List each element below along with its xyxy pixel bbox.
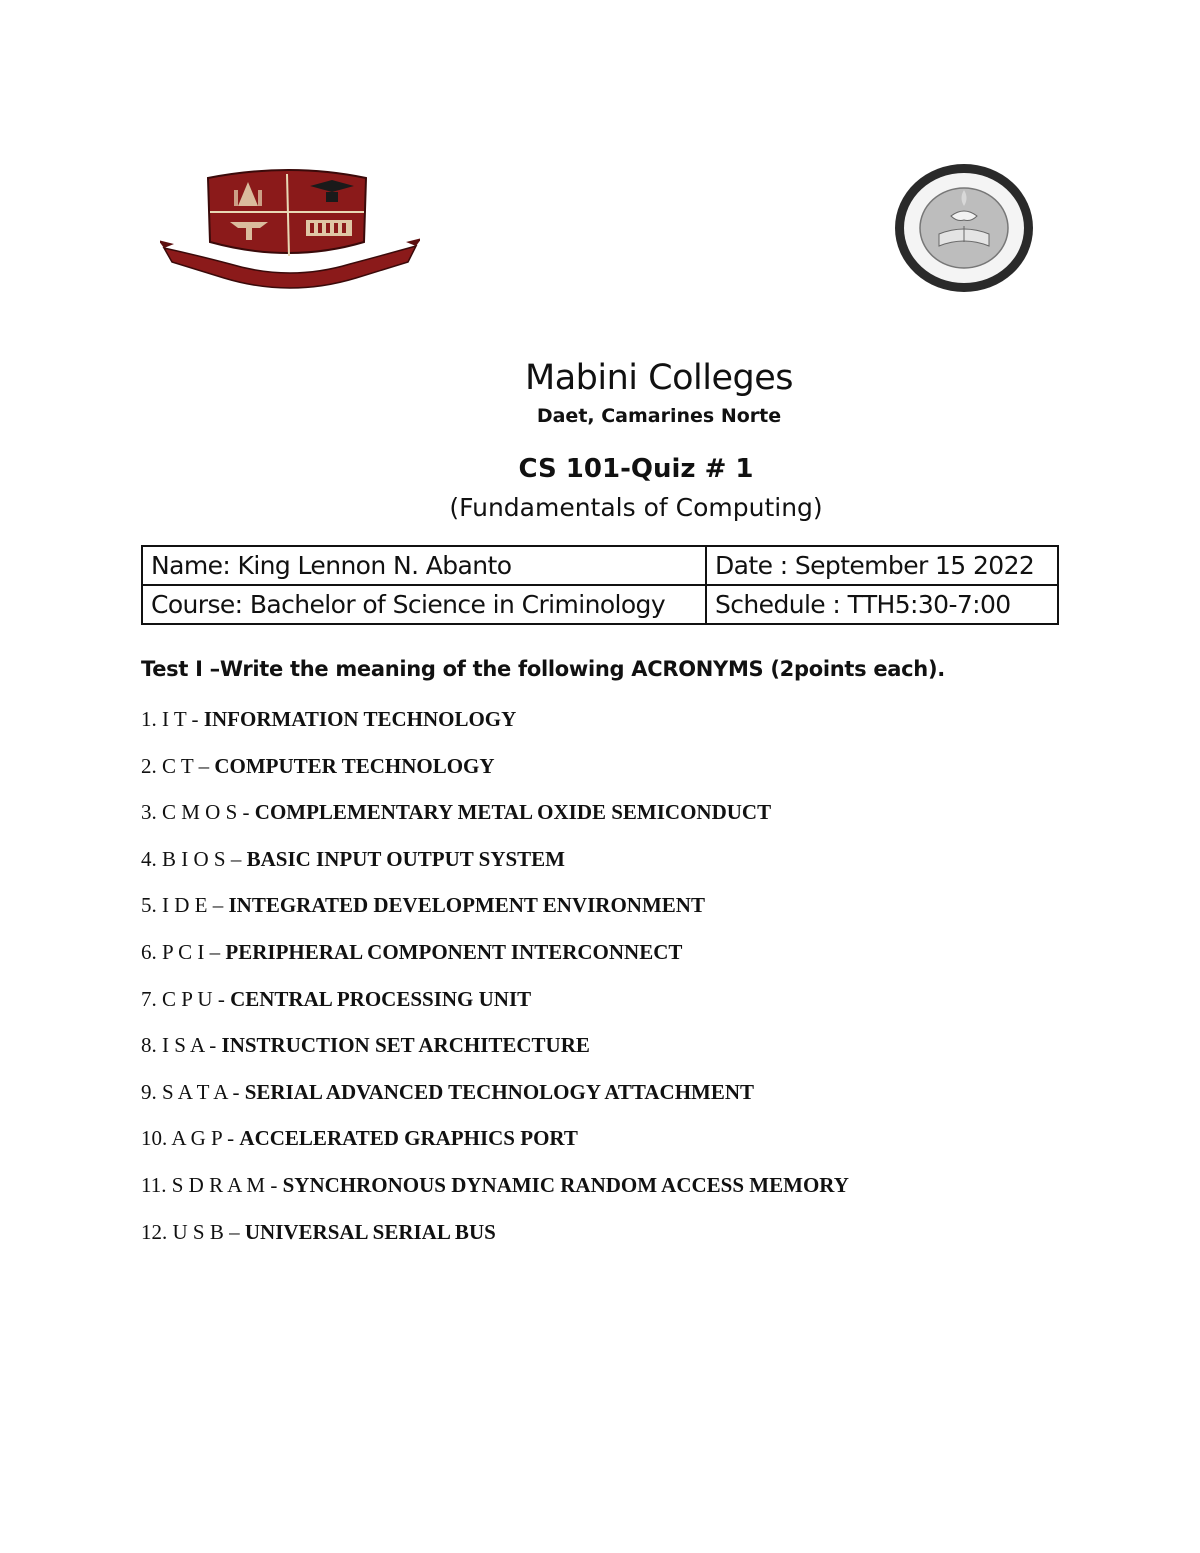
item-answer: INFORMATION TECHNOLOGY [203,707,517,731]
mabini-colleges-seal-icon [893,162,1035,294]
list-item [141,705,849,752]
item-answer: INSTRUCTION SET ARCHITECTURE [221,1033,590,1058]
list-item [141,752,849,799]
item-answer: SYNCHRONOUS DYNAMIC RANDOM ACCESS MEMORY [282,1172,849,1197]
list-item [141,985,849,1032]
item-acronym: 4. B I O S – [141,846,247,871]
schedule-cell [706,585,1058,624]
info-row [142,585,1058,624]
info-row [142,546,1058,585]
item-acronym: 7. C P U - [141,986,231,1011]
course-cell [142,585,706,624]
list-item [141,938,849,985]
quiz-date: Date : September 15 2022 [715,551,1035,580]
item-acronym: 6. P C I – [141,939,226,964]
item-answer: COMPLEMENTARY METAL OXIDE SEMICONDUCT [254,800,772,825]
student-name: Name: King Lennon N. Abanto [151,551,512,580]
list-item [141,798,849,845]
class-schedule: Schedule : TTH5:30-7:00 [715,590,1011,619]
test-heading: Test I –Write the meaning of the following ACRONYMS (2points each). [141,657,945,681]
list-item [141,1078,849,1125]
item-acronym: 3. C M O S - [141,800,255,825]
answer-list [141,705,849,1264]
item-answer: ACCELERATED GRAPHICS PORT [239,1126,578,1151]
item-acronym: 1. I T - [141,707,204,731]
quiz-subtitle: (Fundamentals of Computing) [449,493,823,522]
list-item [141,845,849,892]
item-answer: SERIAL ADVANCED TECHNOLOGY ATTACHMENT [244,1079,755,1104]
student-info-table [141,545,1059,625]
name-cell [142,546,706,585]
item-answer: CENTRAL PROCESSING UNIT [230,986,532,1011]
item-acronym: 12. U S B – [141,1219,245,1244]
date-cell [706,546,1058,585]
item-answer: UNIVERSAL SERIAL BUS [244,1219,496,1244]
list-item [141,1124,849,1171]
item-acronym: 11. S D R A M - [141,1172,283,1197]
item-answer: BASIC INPUT OUTPUT SYSTEM [246,846,565,871]
list-item [141,1218,849,1265]
item-acronym: 10. A G P - [141,1126,240,1151]
item-answer: INTEGRATED DEVELOPMENT ENVIRONMENT [228,893,705,918]
school-name: Mabini Colleges [525,358,793,398]
item-acronym: 9. S A T A - [141,1079,245,1104]
ccje-logo-icon [160,160,420,290]
list-item [141,1031,849,1078]
item-answer: COMPUTER TECHNOLOGY [214,753,495,778]
item-acronym: 5. I D E – [141,893,229,918]
school-location: Daet, Camarines Norte [536,405,782,427]
item-acronym: 8. I S A - [141,1033,222,1058]
list-item [141,891,849,938]
item-acronym: 2. C T – [141,753,215,778]
list-item [141,1171,849,1218]
quiz-title: CS 101-Quiz # 1 [518,454,754,484]
student-course: Course: Bachelor of Science in Criminology [151,590,666,619]
item-answer: PERIPHERAL COMPONENT INTERCONNECT [225,939,683,964]
